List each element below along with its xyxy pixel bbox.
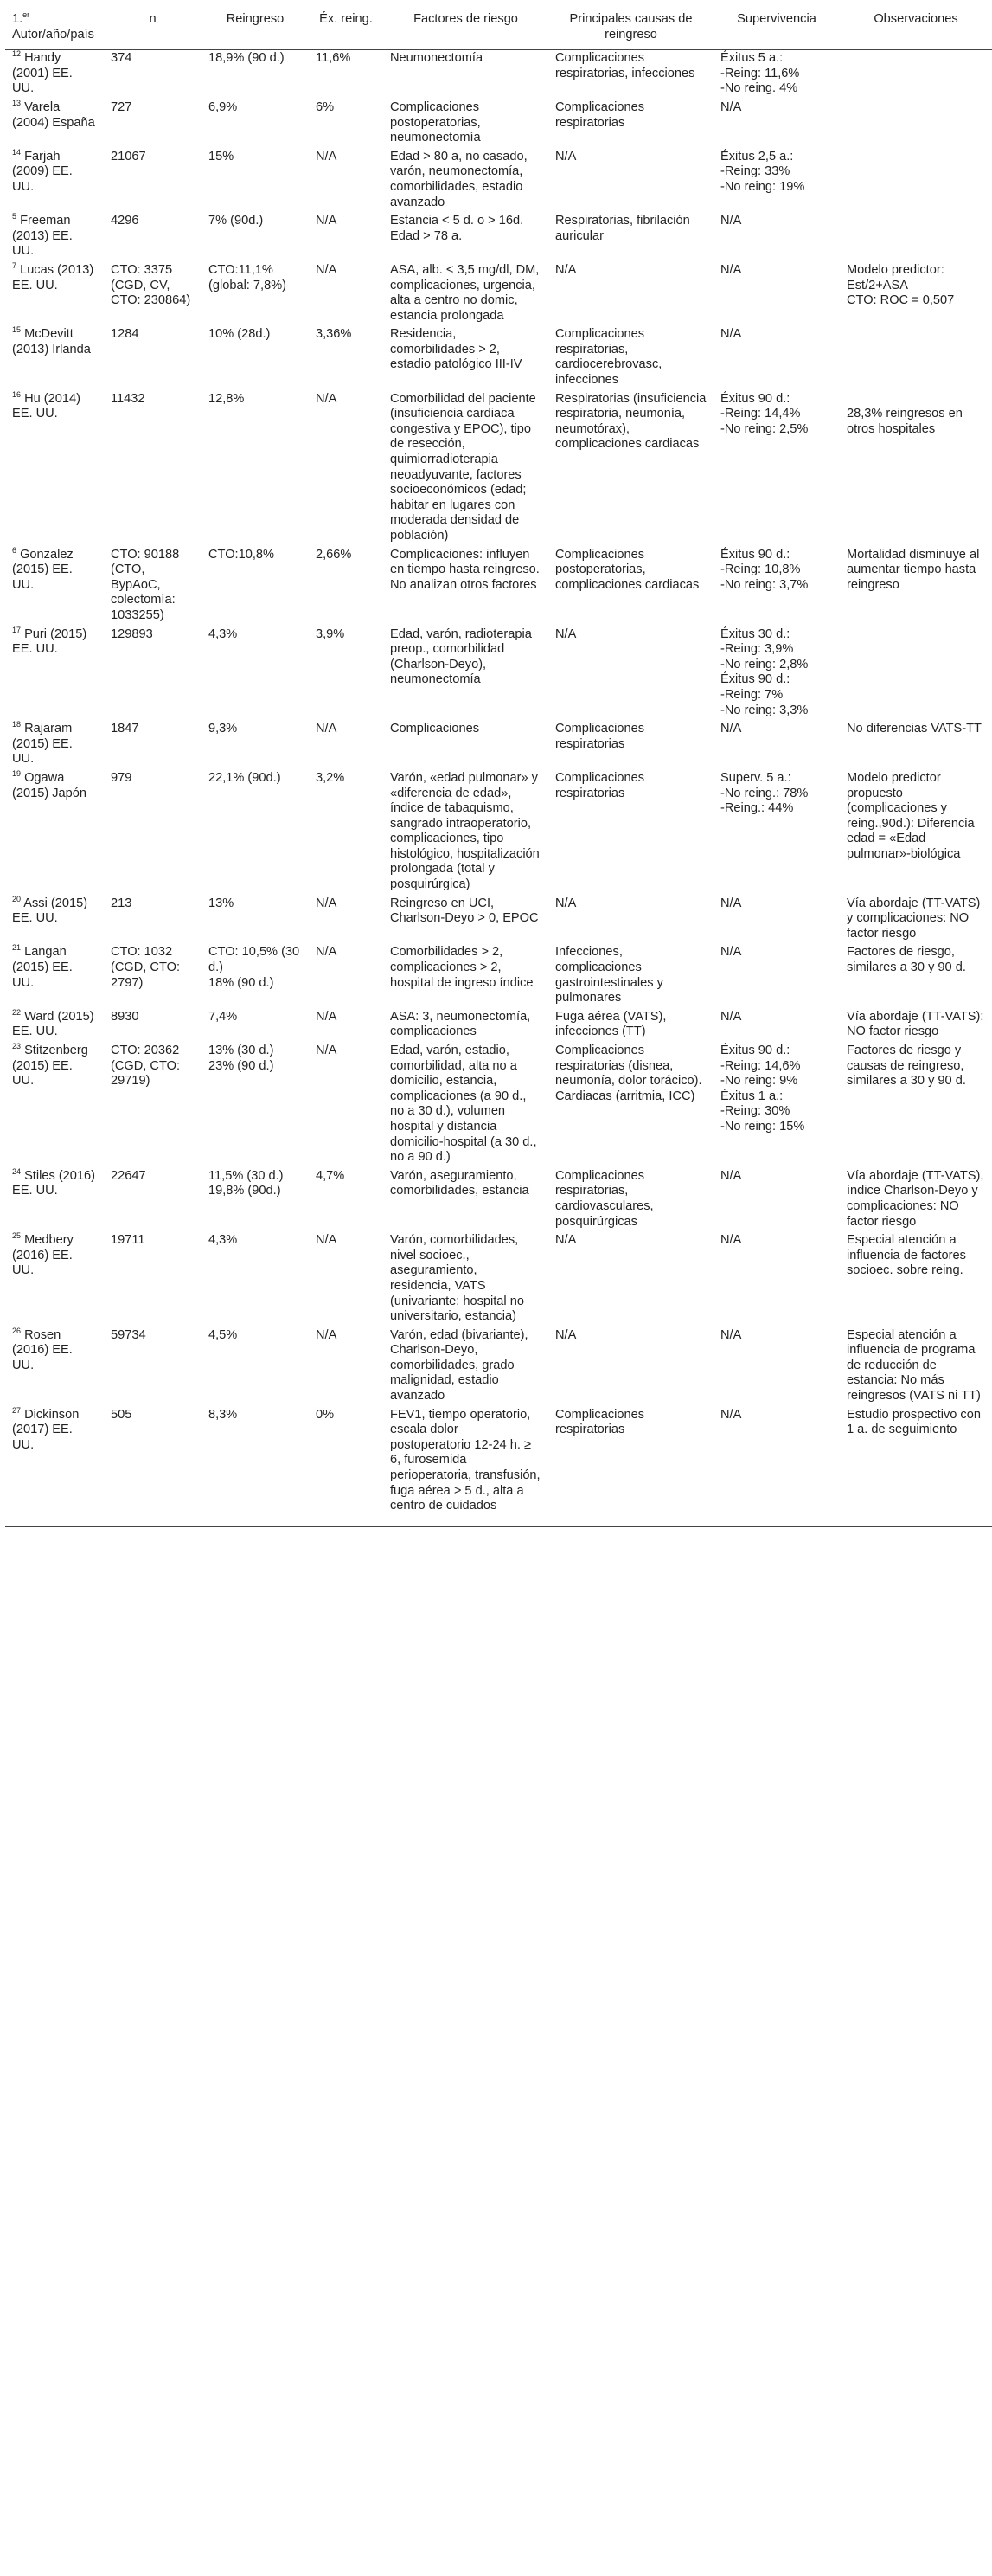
cell-supervivencia: N/A bbox=[714, 1407, 840, 1527]
cell-supervivencia: N/A bbox=[720, 327, 742, 342]
author-text: Puri (2015) EE. UU. bbox=[12, 626, 87, 657]
cell-reingreso: CTO:10,8% bbox=[208, 547, 274, 562]
author-text: Handy (2001) EE. UU. bbox=[12, 51, 73, 96]
cell-exitus: N/A bbox=[316, 1044, 337, 1057]
cell-author bbox=[5, 770, 104, 896]
cell-factores: Varón, aseguramiento, comorbilidades, estancia bbox=[390, 1168, 529, 1198]
author-text: Medbery (2016) EE. UU. bbox=[12, 1233, 74, 1278]
author-text: Stitzenberg (2015) EE. UU. bbox=[12, 1044, 88, 1089]
cell-author bbox=[5, 1168, 104, 1232]
cell-exitus: N/A bbox=[316, 214, 337, 228]
cell-supervivencia: Éxitus 90 d.: -Reing: 14,6% -No reing: 9% Éxitus 1 a.: -Reing: 30% -No reing: 15% bbox=[720, 1044, 805, 1134]
cell-supervivencia: Éxitus 90 d.: -Reing: 14,4% -No reing: 2,5% bbox=[720, 391, 809, 436]
author-text: Langan (2015) EE. UU. bbox=[12, 945, 73, 990]
cell-causas: Complicaciones respiratorias bbox=[555, 770, 645, 800]
cell-author bbox=[5, 50, 104, 100]
cell-supervivencia: Superv. 5 a.: -No reing.: 78% -Reing.: 44% bbox=[720, 770, 809, 816]
cell-observaciones: Especial atención a influencia de programa de reducción de estancia: No más reingresos (VATS ni TT) bbox=[847, 1327, 981, 1404]
cell-author bbox=[5, 262, 104, 326]
cell-author bbox=[5, 1009, 104, 1043]
cell-exitus: N/A bbox=[316, 149, 337, 164]
cell-exitus: 0% bbox=[309, 1407, 383, 1527]
author-text: McDevitt (2013) Irlanda bbox=[12, 327, 91, 357]
cell-author bbox=[5, 1407, 104, 1527]
cell-observaciones: Especial atención a influencia de factores socioec. sobre reing. bbox=[847, 1233, 966, 1278]
table-row bbox=[5, 547, 992, 626]
cell-reingreso: CTO: 10,5% (30 d.) 18% (90 d.) bbox=[208, 945, 300, 990]
cell-reingreso: 9,3% bbox=[208, 722, 238, 736]
cell-exitus: 3,2% bbox=[316, 770, 345, 785]
author-text: Ogawa (2015) Japón bbox=[12, 770, 87, 800]
cell-exitus: 11,6% bbox=[316, 51, 351, 66]
table-row bbox=[5, 1232, 992, 1327]
cell-author bbox=[5, 326, 104, 390]
author-text: Lucas (2013) EE. UU. bbox=[12, 262, 94, 292]
table-row bbox=[5, 326, 992, 390]
cell-n: 129893 bbox=[111, 626, 153, 641]
table-row bbox=[5, 100, 992, 149]
cell-observaciones: Estudio prospectivo con 1 a. de seguimiento bbox=[840, 1407, 992, 1527]
table-row bbox=[5, 896, 992, 945]
cell-exitus: N/A bbox=[316, 262, 337, 277]
author-text: Gonzalez (2015) EE. UU. bbox=[12, 547, 74, 592]
reference-number: 24 bbox=[12, 1166, 22, 1176]
cell-n: 19711 bbox=[111, 1233, 145, 1248]
cell-reingreso: 11,5% (30 d.) 19,8% (90d.) bbox=[208, 1168, 284, 1198]
header-author bbox=[5, 7, 104, 50]
cell-exitus: N/A bbox=[316, 391, 337, 406]
cell-exitus: 2,66% bbox=[316, 547, 352, 562]
author-text: Ward (2015) EE. UU. bbox=[12, 1009, 94, 1039]
cell-n: CTO: 3375 (CGD, CV, CTO: 230864) bbox=[111, 262, 191, 308]
cell-supervivencia: Éxitus 2,5 a.: -Reing: 33% -No reing: 19% bbox=[720, 149, 805, 194]
cell-supervivencia: N/A bbox=[720, 896, 742, 910]
cell-factores: Comorbilidad del paciente (insuficiencia cardiaca congestiva y EPOC), tipo de resección, quimiorradioterapia neoadyuvante, factores socioeconómicos (edad; habitar en lugares con moderada densidad de población) bbox=[390, 391, 536, 543]
cell-observaciones: Factores de riesgo, similares a 30 y 90 d. bbox=[847, 945, 966, 975]
cell-causas: Complicaciones respiratorias, cardiocerebrovasc, infecciones bbox=[555, 327, 662, 388]
cell-factores: Edad, varón, estadio, comorbilidad, alta no a domicilio, estancia, complicaciones (a 90 d., no a 30 d.), volumen hospital y distancia domicilio-hospital (a 30 d., no a 90 d.) bbox=[390, 1044, 537, 1165]
table-row bbox=[5, 770, 992, 896]
cell-exitus: 3,9% bbox=[316, 626, 345, 641]
cell-exitus: 4,7% bbox=[316, 1168, 345, 1183]
cell-causas: N/A bbox=[555, 1233, 577, 1248]
cell-causas: Respiratorias (insuficiencia respiratoria, neumonía, neumotórax), complicaciones cardiacas bbox=[555, 391, 707, 452]
table-row bbox=[5, 1009, 992, 1043]
reference-number: 5 bbox=[12, 212, 17, 222]
reference-number: 14 bbox=[12, 147, 22, 157]
author-text: Rosen (2016) EE. UU. bbox=[12, 1327, 73, 1372]
cell-n: 505 bbox=[104, 1407, 202, 1527]
cell-author bbox=[5, 547, 104, 626]
author-text: Farjah (2009) EE. UU. bbox=[12, 149, 73, 194]
cell-n: 374 bbox=[111, 51, 132, 66]
cell-reingreso: 12,8% bbox=[208, 391, 245, 406]
cell-observaciones: Vía abordaje (TT-VATS): NO factor riesgo bbox=[847, 1009, 984, 1039]
table-row bbox=[5, 626, 992, 722]
cell-causas: Complicaciones respiratorias bbox=[548, 1407, 714, 1527]
table-row bbox=[5, 1043, 992, 1168]
cell-observaciones bbox=[840, 326, 992, 390]
header-observaciones: Observaciones bbox=[840, 7, 992, 50]
readmission-studies-table bbox=[5, 7, 992, 1527]
cell-reingreso: 15% bbox=[208, 149, 234, 164]
reference-number: 15 bbox=[12, 325, 22, 335]
header-causas: Principales causas de reingreso bbox=[548, 7, 714, 50]
cell-n: 4296 bbox=[111, 214, 139, 228]
cell-factores: Estancia < 5 d. o > 16d. Edad > 78 a. bbox=[390, 214, 524, 243]
cell-n: 213 bbox=[111, 896, 132, 910]
cell-author bbox=[5, 1043, 104, 1168]
cell-factores: Varón, comorbilidades, nivel socioec., aseguramiento, residencia, VATS (univariante: hospital no universitario, estancia) bbox=[390, 1233, 524, 1324]
table-row bbox=[5, 149, 992, 213]
cell-author bbox=[5, 626, 104, 722]
cell-factores: Complicaciones postoperatorias, neumonectomía bbox=[390, 100, 481, 145]
table-header bbox=[5, 7, 992, 50]
reference-number: 16 bbox=[12, 389, 22, 399]
author-text: Varela (2004) España bbox=[12, 100, 95, 130]
cell-causas: Fuga aérea (VATS), infecciones (TT) bbox=[555, 1009, 667, 1039]
cell-causas: N/A bbox=[555, 262, 577, 277]
cell-causas: Complicaciones respiratorias bbox=[555, 100, 645, 130]
header-n: n bbox=[104, 7, 202, 50]
cell-reingreso: CTO:11,1% (global: 7,8%) bbox=[208, 262, 287, 292]
reference-number: 26 bbox=[12, 1326, 22, 1335]
cell-observaciones: Factores de riesgo y causas de reingreso, similares a 30 y 90 d. bbox=[847, 1044, 966, 1089]
cell-n: 727 bbox=[111, 100, 132, 114]
cell-factores: Complicaciones bbox=[390, 722, 480, 736]
header-supervivencia: Supervivencia bbox=[714, 7, 840, 50]
cell-exitus: N/A bbox=[316, 896, 337, 910]
cell-author bbox=[5, 149, 104, 213]
cell-factores: Edad, varón, radioterapia preop., comorbilidad (Charlson-Deyo), neumonectomía bbox=[390, 626, 532, 687]
cell-supervivencia: N/A bbox=[720, 262, 742, 277]
cell-author bbox=[5, 1232, 104, 1327]
cell-causas: Infecciones, complicaciones gastrointestinales y pulmonares bbox=[555, 945, 663, 1005]
cell-factores: Varón, «edad pulmonar» y «diferencia de edad», índice de tabaquismo, sangrado intraoperatorio, complicaciones, tipo histológico, hospitalización prolongada (total y posquirúrgica) bbox=[390, 770, 540, 892]
author-text: Rajaram (2015) EE. UU. bbox=[12, 722, 73, 767]
cell-supervivencia: N/A bbox=[720, 1327, 742, 1342]
cell-n: 22647 bbox=[111, 1168, 146, 1183]
author-text: Stiles (2016) EE. UU. bbox=[12, 1168, 96, 1198]
cell-observaciones: Vía abordaje (TT-VATS), índice Charlson-Deyo y complicaciones: NO factor riesgo bbox=[847, 1168, 984, 1229]
table-row bbox=[5, 1168, 992, 1232]
reference-number: 22 bbox=[12, 1007, 22, 1017]
cell-n: 59734 bbox=[111, 1327, 146, 1342]
cell-supervivencia: N/A bbox=[720, 1233, 742, 1248]
cell-factores: FEV1, tiempo operatorio, escala dolor postoperatorio 12-24 h. ≥ 6, furosemida perioperatoria, transfusión, fuga aérea > 5 d., alta a centro de cuidados bbox=[383, 1407, 548, 1527]
cell-supervivencia: Éxitus 90 d.: -Reing: 10,8% -No reing: 3,7% bbox=[720, 547, 809, 592]
cell-factores: Comorbilidades > 2, complicaciones > 2, hospital de ingreso índice bbox=[390, 945, 534, 990]
cell-factores: Residencia, comorbilidades > 2, estadio patológico III-IV bbox=[390, 327, 522, 372]
table-row bbox=[5, 262, 992, 326]
cell-exitus: 3,36% bbox=[316, 327, 352, 342]
table-row bbox=[5, 391, 992, 547]
author-text: Dickinson (2017) EE. UU. bbox=[12, 1407, 80, 1452]
cell-reingreso: 8,3% bbox=[202, 1407, 309, 1527]
cell-n: 8930 bbox=[111, 1009, 139, 1024]
cell-supervivencia: Éxitus 30 d.: -Reing: 3,9% -No reing: 2,8% Éxitus 90 d.: -Reing: 7% -No reing: 3,3% bbox=[720, 626, 809, 717]
header-factores: Factores de riesgo bbox=[383, 7, 548, 50]
cell-n: 1847 bbox=[111, 722, 139, 736]
cell-observaciones bbox=[840, 149, 992, 213]
cell-observaciones bbox=[840, 100, 992, 149]
reference-number: 20 bbox=[12, 894, 22, 903]
cell-observaciones bbox=[840, 213, 992, 262]
header-reingreso: Reingreso bbox=[202, 7, 309, 50]
cell-supervivencia: Éxitus 5 a.: -Reing: 11,6% -No reing. 4% bbox=[720, 51, 800, 96]
cell-factores: ASA, alb. < 3,5 mg/dl, DM, complicaciones, urgencia, alta a centro no domic, estancia prolongada bbox=[390, 262, 540, 323]
cell-reingreso: 10% (28d.) bbox=[208, 327, 271, 342]
cell-author bbox=[5, 721, 104, 770]
cell-n: 1284 bbox=[111, 327, 139, 342]
cell-supervivencia: N/A bbox=[720, 722, 742, 736]
cell-supervivencia: N/A bbox=[720, 945, 742, 960]
header-author-num: 1. bbox=[12, 12, 23, 26]
cell-reingreso: 7,4% bbox=[208, 1009, 238, 1024]
cell-reingreso: 13% bbox=[208, 896, 234, 910]
cell-factores: Neumonectomía bbox=[390, 51, 483, 66]
table-row bbox=[5, 721, 992, 770]
table-row bbox=[5, 50, 992, 100]
cell-exitus: N/A bbox=[316, 722, 337, 736]
cell-observaciones: Modelo predictor: Est/2+ASA CTO: ROC = 0,507 bbox=[847, 262, 955, 308]
cell-n: 979 bbox=[111, 770, 132, 785]
reference-number: 21 bbox=[12, 943, 22, 953]
reference-number: 25 bbox=[12, 1231, 22, 1241]
header-author-label: Autor/año/país bbox=[12, 27, 94, 42]
cell-causas: Complicaciones respiratorias, cardiovasculares, posquirúrgicas bbox=[555, 1168, 654, 1229]
cell-reingreso: 7% (90d.) bbox=[208, 214, 264, 228]
cell-author bbox=[5, 944, 104, 1008]
cell-reingreso: 4,3% bbox=[208, 626, 238, 641]
author-text: Hu (2014) EE. UU. bbox=[12, 391, 80, 421]
reference-number: 12 bbox=[12, 49, 22, 59]
reference-number: 17 bbox=[12, 625, 22, 634]
cell-exitus: N/A bbox=[316, 1327, 337, 1342]
reference-number: 18 bbox=[12, 720, 22, 729]
cell-exitus: N/A bbox=[316, 1009, 337, 1024]
cell-reingreso: 22,1% (90d.) bbox=[208, 770, 281, 785]
cell-factores: Varón, edad (bivariante), Charlson-Deyo, comorbilidades, grado malignidad, estadio avanzado bbox=[390, 1327, 528, 1404]
table-body bbox=[5, 50, 992, 1527]
cell-factores: ASA: 3, neumonectomía, complicaciones bbox=[390, 1009, 531, 1039]
cell-factores: Reingreso en UCI, Charlson-Deyo > 0, EPOC bbox=[390, 896, 539, 926]
cell-n: 11432 bbox=[111, 391, 145, 406]
author-text: Assi (2015) EE. UU. bbox=[12, 896, 88, 926]
cell-observaciones: Mortalidad disminuye al aumentar tiempo hasta reingreso bbox=[847, 547, 980, 592]
cell-n: 21067 bbox=[111, 149, 146, 164]
cell-causas: Respiratorias, fibrilación auricular bbox=[555, 214, 690, 243]
cell-factores: Edad > 80 a, no casado, varón, neumonectomía, comorbilidades, estadio avanzado bbox=[390, 149, 528, 209]
table-row bbox=[5, 213, 992, 262]
cell-observaciones: No diferencias VATS-TT bbox=[847, 722, 982, 736]
cell-factores: Complicaciones: influyen en tiempo hasta reingreso. No analizan otros factores bbox=[390, 547, 540, 592]
cell-causas: N/A bbox=[555, 626, 577, 641]
cell-causas: N/A bbox=[555, 149, 577, 164]
cell-author bbox=[5, 213, 104, 262]
author-text: Freeman (2013) EE. UU. bbox=[12, 214, 73, 259]
cell-reingreso: 18,9% (90 d.) bbox=[208, 51, 285, 66]
reference-number: 7 bbox=[12, 261, 17, 271]
table-row bbox=[5, 1407, 992, 1527]
cell-observaciones: 28,3% reingresos en otros hospitales bbox=[847, 407, 963, 436]
cell-reingreso: 6,9% bbox=[208, 100, 238, 114]
cell-n: CTO: 1032 (CGD, CTO: 2797) bbox=[111, 945, 180, 990]
cell-exitus: N/A bbox=[316, 945, 337, 960]
header-exitus: Éx. reing. bbox=[309, 7, 383, 50]
cell-observaciones: Vía abordaje (TT-VATS) y complicaciones: NO factor riesgo bbox=[847, 896, 981, 941]
cell-observaciones bbox=[840, 50, 992, 100]
reference-number: 19 bbox=[12, 769, 22, 779]
cell-reingreso: 13% (30 d.) 23% (90 d.) bbox=[208, 1044, 274, 1073]
cell-author bbox=[5, 896, 104, 945]
cell-causas: Complicaciones respiratorias (disnea, neumonía, dolor torácico). Cardiacas (arritmia, ICC) bbox=[555, 1044, 702, 1103]
cell-n: CTO: 90188 (CTO, BypAoC, colectomía: 1033255) bbox=[111, 547, 180, 622]
cell-causas: Complicaciones respiratorias bbox=[555, 722, 645, 751]
header-author-sup: er bbox=[22, 10, 30, 20]
cell-supervivencia: N/A bbox=[720, 1009, 742, 1024]
reference-number: 23 bbox=[12, 1042, 22, 1051]
table-row bbox=[5, 1327, 992, 1407]
reference-number: 27 bbox=[12, 1405, 22, 1415]
cell-causas: N/A bbox=[555, 1327, 577, 1342]
cell-reingreso: 4,5% bbox=[208, 1327, 238, 1342]
cell-supervivencia: N/A bbox=[720, 100, 742, 114]
reference-number: 13 bbox=[12, 99, 22, 108]
cell-observaciones: Modelo predictor propuesto (complicaciones y reing.,90d.): Diferencia edad = «Edad pulmonar»-biológica bbox=[847, 770, 975, 861]
cell-supervivencia: N/A bbox=[720, 214, 742, 228]
cell-supervivencia: N/A bbox=[720, 1168, 742, 1183]
cell-causas: Complicaciones respiratorias, infecciones bbox=[555, 51, 695, 80]
cell-observaciones bbox=[840, 626, 992, 722]
cell-n: CTO: 20362 (CGD, CTO: 29719) bbox=[111, 1044, 180, 1089]
table-row bbox=[5, 944, 992, 1008]
cell-exitus: 6% bbox=[316, 100, 335, 114]
cell-author bbox=[5, 1327, 104, 1407]
cell-causas: N/A bbox=[555, 896, 577, 910]
cell-causas: Complicaciones postoperatorias, complicaciones cardiacas bbox=[555, 547, 700, 592]
cell-author bbox=[5, 391, 104, 547]
cell-author bbox=[5, 100, 104, 149]
reference-number: 6 bbox=[12, 545, 17, 555]
cell-exitus: N/A bbox=[316, 1233, 337, 1248]
cell-reingreso: 4,3% bbox=[208, 1233, 238, 1248]
